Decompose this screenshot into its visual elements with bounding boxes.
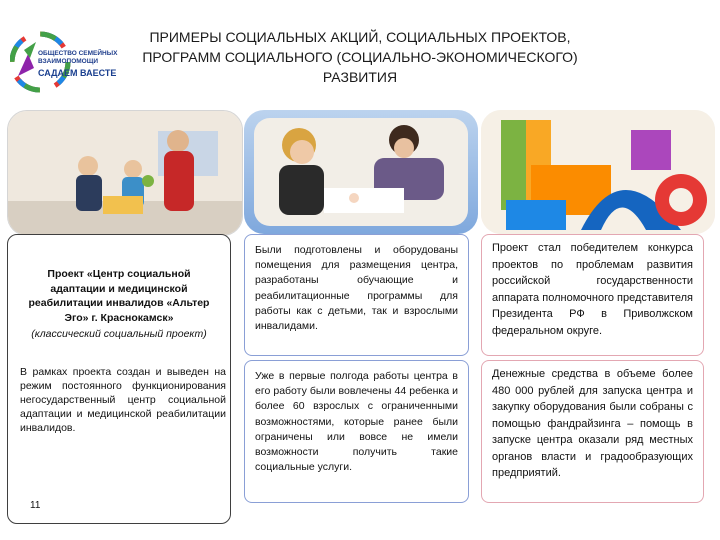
page-number: 11: [30, 500, 41, 511]
page-title: [110, 27, 610, 87]
title-line-2: ПРОГРАММ СОЦИАЛЬНОГО (СОЦИАЛЬНО-ЭКОНОМИЧЕСКОГО): [142, 49, 578, 65]
organization-logo: [10, 28, 118, 94]
photo-play-room: [481, 110, 715, 234]
right-top-text: Проект стал победителем конкурса проектов по проблемам развития российской государственности аппарата полномочного представителя Президента РФ в Приволжском федеральном округе.: [492, 242, 693, 337]
middle-bottom-text: Уже в первые полгода работы центра в его работу были вовлечены 44 ребенка и более 60 взрослых с ограниченными возможностями, которые ранее были ограничены или вовсе не имели возможности получить такие социальные услуги.: [255, 370, 458, 474]
project-subtitle: (классический социальный проект): [31, 328, 207, 340]
middle-top-box: [244, 234, 469, 356]
title-line-1: ПРИМЕРЫ СОЦИАЛЬНЫХ АКЦИЙ, СОЦИАЛЬНЫХ ПРОЕКТОВ,: [149, 29, 571, 45]
middle-bottom-box: [244, 360, 469, 503]
photo-children-activity: [7, 110, 243, 236]
logo-text-line3: САДАЕМ ВАЕСТЕ: [38, 68, 117, 78]
logo-text-line1: ОБЩЕСТВО СЕМЕЙНЫХ: [38, 50, 118, 57]
project-description-box: [7, 234, 231, 524]
middle-top-text: Были подготовлены и оборудованы помещения для размещения центра, разработаны обучающие и реабилитационные программы для работы как с детьми, так и взрослыми инвалидами.: [255, 244, 458, 333]
project-text: В рамках проекта создан и выведен на режим постоянного функционирования негосударственный центр социальной адаптации и медицинской реабилитации инвалидов.: [20, 366, 226, 434]
title-line-3: РАЗВИТИЯ: [322, 69, 398, 85]
project-title: Проект «Центр социальной адаптации и медицинской реабилитации инвалидов «Альтер Эго» г. Краснокамск»: [28, 268, 210, 324]
right-top-box: [481, 234, 704, 356]
logo-text-line2: ВЗАИМОПОМОЩИ: [38, 58, 99, 65]
right-bottom-text: Денежные средства в объеме более 480 000 рублей для запуска центра и закупку оборудования были собраны с помощью фандрайзинга – помощь в запуске центра оказали ряд местных органов власти и градообразующих предприятий.: [492, 368, 693, 479]
right-bottom-box: [481, 360, 704, 503]
photo-women-working: [244, 110, 478, 234]
